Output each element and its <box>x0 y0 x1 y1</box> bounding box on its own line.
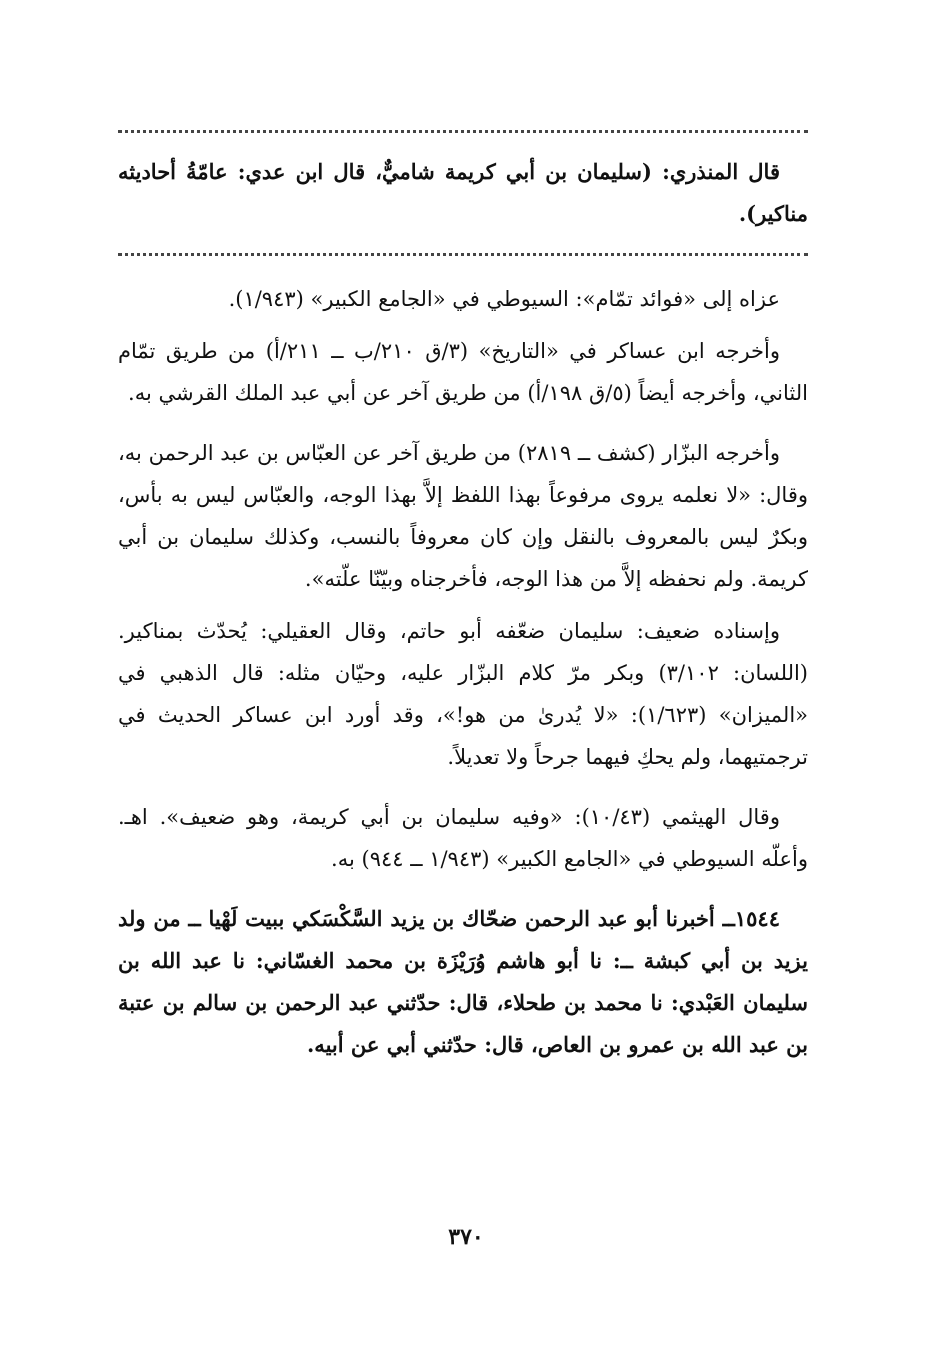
top-dotted-separator <box>118 130 808 133</box>
paragraph-ibn-asakir: وأخرجه ابن عساكر في «التاريخ» (٣/ق ٢١٠/ب ــ ٢١١/أ) من طريق تمّام الثاني، وأخرجه أيضاً (٥/ق ١٩٨/أ) من طريق آخر عن أبي عبد الملك القرشي به. <box>118 339 808 405</box>
page-body <box>118 122 808 1066</box>
hadith-1544-text: ١٥٤٤ــ أخبرنا أبو عبد الرحمن ضحّاك بن يزيد السَّكْسَكي ببيت لَهْيا ــ من ولد يزيد بن أبي كبشة ــ: نا أبو هاشم وُرَيْزَة بن محمد الغسّاني: نا عبد الله بن سليمان العَبْدي: نا محمد بن طحلاء، قال: حدّثني عبد الرحمن بن سالم بن عتبة بن عبد الله بن عمرو بن العاص، قال: حدّثني أبي عن أبيه. <box>118 906 808 1057</box>
quote-text: قال المنذري: (سليمان بن أبي كريمة شاميٌّ، قال ابن عدي: عامّةُ أحاديثه مناكير). <box>118 159 808 226</box>
quote-block <box>118 151 808 235</box>
page-number: ٣٧٠ <box>448 1224 484 1250</box>
paragraph-isnad: وإسناده ضعيف: سليمان ضعّفه أبو حاتم، وقال العقيلي: يُحدّث بمناكير. (اللسان: ٣/١٠٢) وبكر مرّ كلام البزّار عليه، وحيّان مثله: قال الذهبي في «الميزان» (١/٦٢٣): «لا يُدرىٰ من هو!»، وقد أورد ابن عساكر الحديث في ترجمتيهما، ولم يحكِ فيهما جرحاً ولا تعديلاً. <box>118 619 809 769</box>
paragraph-attribution: عزاه إلى «فوائد تمّام»: السيوطي في «الجامع الكبير» (١/٩٤٣). <box>228 287 780 311</box>
bottom-dotted-separator <box>118 253 808 256</box>
paragraph-bazzar: وأخرجه البزّار (كشف ــ ٢٨١٩) من طريق آخر عن العبّاس بن عبد الرحمن به، وقال: «لا نعلمه يروى مرفوعاً بهذا اللفظ إلاَّ بهذا الوجه، والعبّاس ليس به بأس، وبكرٌ ليس بالمعروف بالنقل وإن كان معروفاً بالنسب، وكذلك سليمان بن أبي كريمة. ولم نحفظه إلاَّ من هذا الوجه، فأخرجناه وبيّنّا علّته». <box>118 441 808 591</box>
paragraph-haythami: وقال الهيثمي (١٠/٤٣): «وفيه سليمان بن أبي كريمة، وهو ضعيف». اهـ. وأعلّه السيوطي في «الجامع الكبير» (١/٩٤٣ ــ ٩٤٤) به. <box>118 805 808 871</box>
